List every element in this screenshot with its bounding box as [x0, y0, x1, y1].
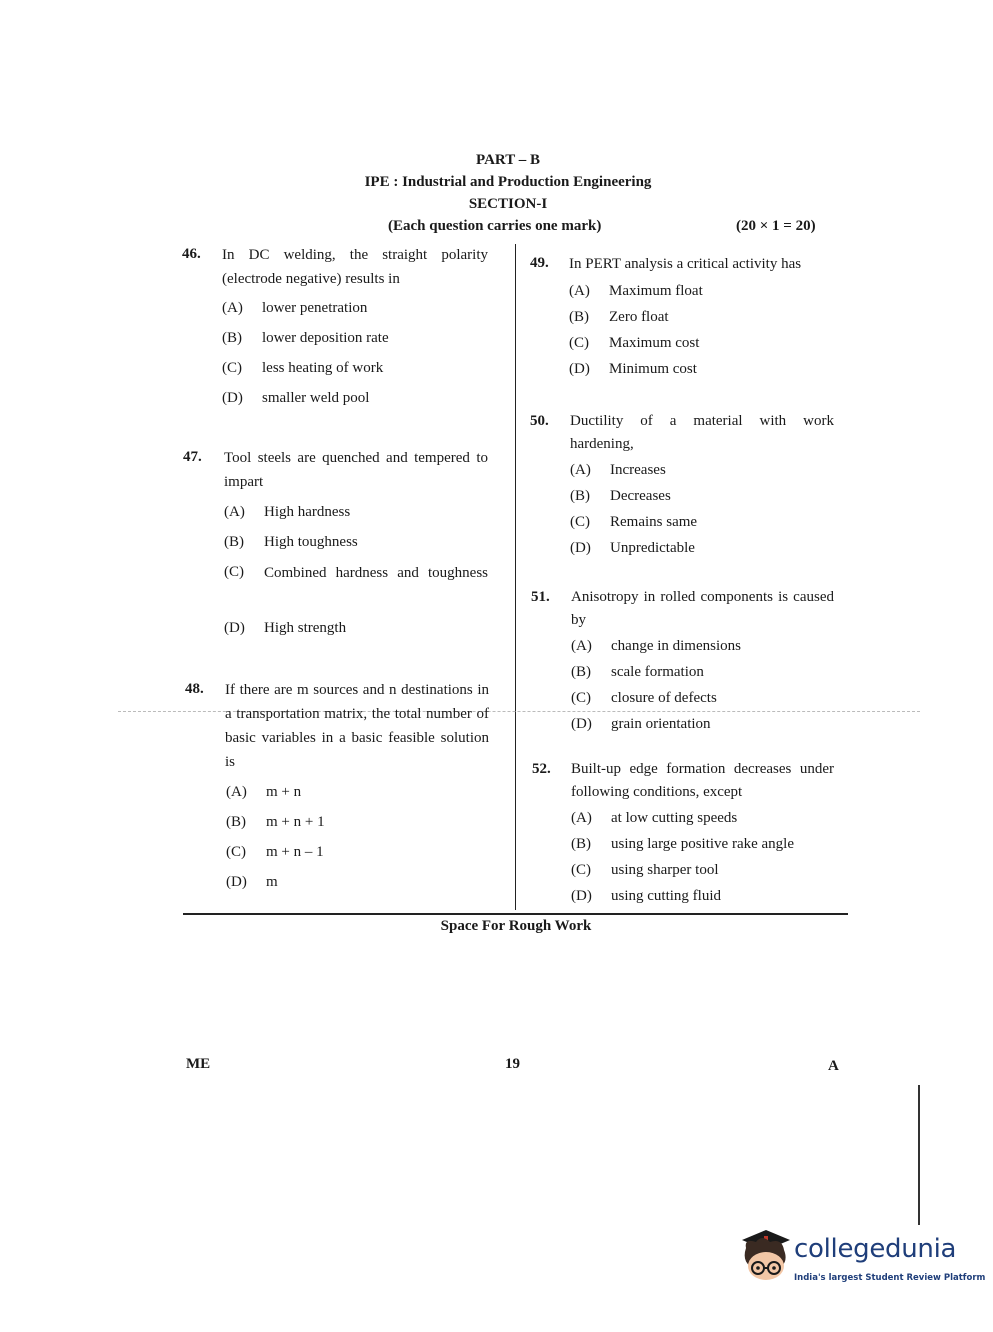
option-label: (A)	[226, 784, 247, 800]
option-label: (C)	[570, 514, 590, 530]
option-d	[570, 540, 695, 557]
collegedunia-logo	[736, 1226, 986, 1296]
option-text: Decreases	[610, 488, 671, 504]
question-text: Built-up edge formation decreases under following conditions, except	[571, 761, 834, 800]
option-label: (D)	[571, 716, 592, 732]
option-text: m + n – 1	[266, 844, 324, 860]
option-c	[569, 335, 699, 352]
option-label: (C)	[571, 862, 591, 878]
option-b	[571, 664, 704, 681]
option-label: (A)	[570, 462, 591, 478]
rough-work-label: Space For Rough Work	[440, 918, 592, 934]
option-b	[571, 836, 794, 853]
option-text: scale formation	[611, 664, 704, 680]
part-heading: PART – B	[476, 152, 540, 168]
option-text: High toughness	[264, 534, 358, 550]
subject-heading: IPE : Industrial and Production Engineering	[364, 174, 652, 190]
option-text: change in dimensions	[611, 638, 741, 654]
option-label: (D)	[226, 874, 247, 890]
option-c	[570, 514, 697, 531]
option-a	[224, 504, 350, 521]
option-c	[222, 360, 383, 377]
question-number: 51.	[531, 589, 550, 605]
option-text: grain orientation	[611, 716, 711, 732]
option-text: Zero float	[609, 309, 669, 325]
option-text: less heating of work	[262, 360, 384, 376]
bottom-rule	[183, 913, 848, 915]
option-b	[570, 488, 671, 505]
page-number: 19	[505, 1056, 520, 1072]
option-text: m + n + 1	[266, 814, 325, 830]
option-d	[571, 888, 721, 905]
option-label: (B)	[224, 534, 244, 550]
question-text: Ductility of a material with work hardening,	[570, 413, 834, 452]
option-label: (A)	[571, 810, 592, 826]
option-label: (C)	[571, 690, 591, 706]
option-b	[226, 814, 325, 831]
option-label: (D)	[224, 620, 245, 636]
option-text: Remains same	[610, 514, 698, 530]
option-c	[226, 844, 324, 861]
option-label: (C)	[226, 844, 246, 860]
option-a	[571, 810, 737, 827]
footer-set-code: A	[828, 1058, 839, 1074]
option-label: (C)	[224, 564, 244, 580]
option-text: smaller weld pool	[262, 390, 370, 406]
option-d	[571, 716, 711, 733]
question-text: Tool steels are quenched and tempered to impart	[224, 450, 488, 490]
option-text: High hardness	[264, 504, 351, 520]
option-label: (D)	[569, 361, 590, 377]
option-a	[222, 300, 367, 317]
option-c	[571, 862, 718, 879]
question-number: 50.	[530, 413, 549, 429]
option-text: lower penetration	[262, 300, 368, 316]
option-text: Minimum cost	[609, 361, 697, 377]
option-text: using sharper tool	[611, 862, 719, 878]
option-text: m + n	[266, 784, 302, 800]
option-text: m	[266, 874, 278, 890]
option-label: (C)	[569, 335, 589, 351]
option-label: (B)	[570, 488, 590, 504]
option-text: Maximum float	[609, 283, 703, 299]
question-text: In DC welding, the straight polarity (electrode negative) results in	[222, 247, 488, 287]
option-d	[222, 390, 369, 407]
option-a	[226, 784, 301, 801]
section-heading: SECTION-I	[468, 196, 548, 212]
option-d	[224, 620, 346, 637]
option-d	[226, 874, 278, 891]
column-divider	[515, 244, 516, 910]
brand-tagline: India's largest Student Review Platform	[794, 1273, 986, 1283]
question-text: In PERT analysis a critical activity has	[569, 256, 802, 272]
option-label: (A)	[569, 283, 590, 299]
question-text: Anisotropy in rolled components is caused by	[571, 589, 834, 628]
option-label: (B)	[569, 309, 589, 325]
option-text: using cutting fluid	[611, 888, 721, 904]
question-number: 52.	[532, 761, 551, 777]
question-number: 49.	[530, 255, 549, 271]
question-number: 48.	[185, 681, 204, 697]
option-label: (B)	[571, 836, 591, 852]
option-a	[571, 638, 741, 655]
marks-text: (20 × 1 = 20)	[736, 218, 816, 234]
option-d	[569, 361, 697, 378]
option-text: using large positive rake angle	[611, 836, 795, 852]
option-a	[569, 283, 703, 300]
option-label: (D)	[570, 540, 591, 556]
option-b	[222, 330, 389, 347]
question-number: 46.	[182, 246, 201, 262]
option-text: High strength	[264, 620, 347, 636]
scan-edge-line	[918, 1085, 920, 1225]
option-label: (A)	[224, 504, 245, 520]
brand-name: collegedunia	[794, 1234, 957, 1264]
option-c-label-wrap	[224, 564, 264, 581]
question-number: 47.	[183, 449, 202, 465]
option-label: (A)	[571, 638, 592, 654]
option-label: (C)	[222, 360, 242, 376]
option-label: (B)	[222, 330, 242, 346]
question-text: If there are m sources and n destinations in a transportation matrix, the total number of basic variables in a basic feasible solution is	[225, 682, 489, 770]
option-c-text: Combined hardness and toughness	[264, 565, 488, 581]
option-text: Maximum cost	[609, 335, 700, 351]
option-label: (B)	[226, 814, 246, 830]
option-label: (B)	[571, 664, 591, 680]
option-text: Unpredictable	[610, 540, 695, 556]
option-label: (D)	[222, 390, 243, 406]
option-text: lower deposition rate	[262, 330, 389, 346]
option-a	[570, 462, 666, 479]
option-text: closure of defects	[611, 690, 717, 706]
option-c	[571, 690, 717, 707]
mascot-icon	[736, 1226, 796, 1286]
option-text: Increases	[610, 462, 666, 478]
option-b	[224, 534, 358, 551]
option-label: (A)	[222, 300, 243, 316]
instruction-text: (Each question carries one mark)	[388, 218, 602, 234]
option-text: at low cutting speeds	[611, 810, 738, 826]
footer-subject-code: ME	[186, 1056, 211, 1072]
option-label: (D)	[571, 888, 592, 904]
option-b	[569, 309, 669, 326]
